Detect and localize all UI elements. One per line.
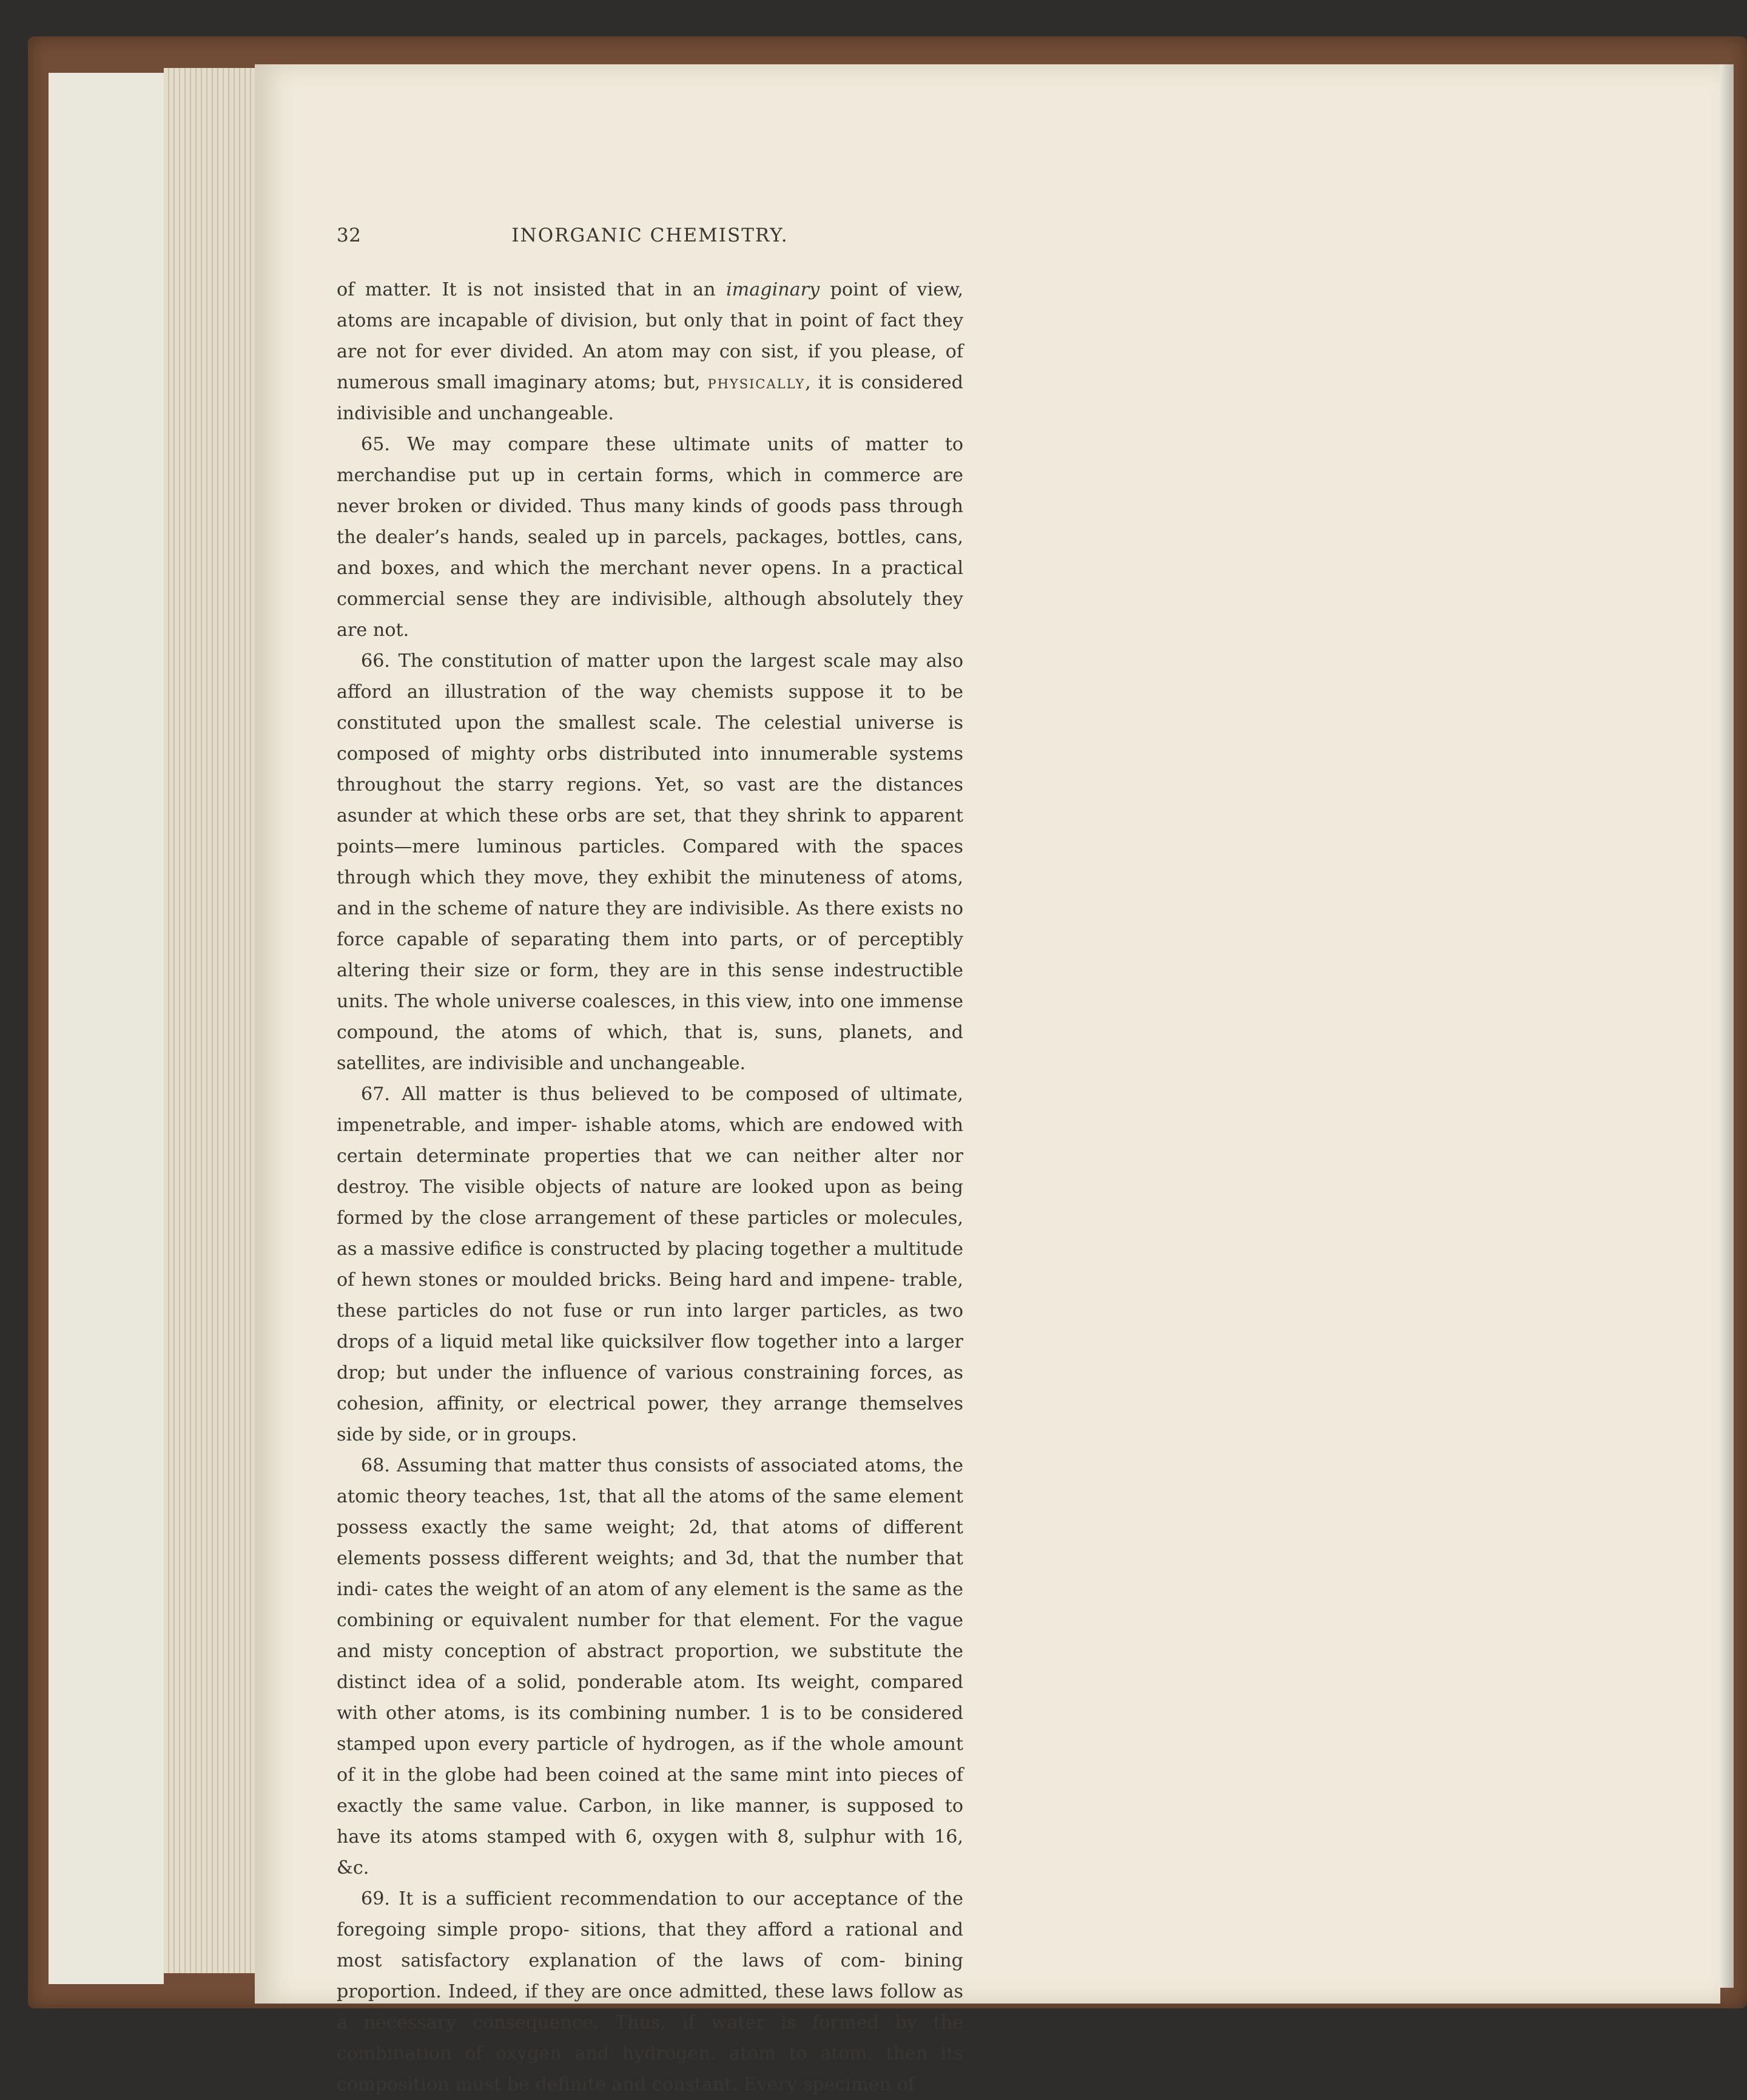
page-header: [337, 225, 963, 252]
paragraph-68: 68. Assuming that matter thus consists of associated atoms, the atomic theory teaches, 1st, that all the atoms of the same element possess exactly the same weight; 2d, that atoms of different elements possess different weights; and 3d, that the number that indi- cates the weight of an atom of any element is the same as the combining or equivalent number for that element. For the vague and misty conception of abstract proportion, we substitute the distinct idea of a solid, ponderable atom. Its weight, compared with other atoms, is its combining number. 1 is to be considered stamped upon every particle of hydrogen, as if the whole amount of it in the globe had been coined at the same mint into pieces of exactly the same value. Carbon, in like manner, is supposed to have its atoms stamped with 6, oxygen with 8, sulphur with 16, &c.: [337, 1455, 963, 1879]
paragraph-66: 66. The constitution of matter upon the largest scale may also afford an illustration of the way chemists suppose it to be constituted upon the smallest scale. The celestial universe is composed of mighty orbs distributed into innumerable systems throughout the starry regions. Yet, so vast are the distances asunder at which these orbs are set, that they shrink to apparent points—mere luminous particles. Compared with the spaces through which they move, they exhibit the minuteness of atoms, and in the scheme of nature they are indivisible. As there exists no force capable of separating them into parts, or of perceptibly altering their size or form, they are in this sense indestructible units. The whole universe coalesces, in this view, into one immense compound, the atoms of which, that is, suns, planets, and satellites, are indivisible and unchangeable.: [337, 650, 963, 1074]
left-board-paper: [49, 73, 164, 1984]
paragraph-69: 69. It is a sufficient recommendation to our acceptance of the foregoing simple propo- sitions, that they afford a rational and most satisfactory explanation of the laws of com- bining proportion. Indeed, if they are once admitted, these laws follow as a necessary consequence. Thus, if water is formed by the combination of oxygen and hydrogen. atom to atom, then its composition must be definite and constant. Every specimen of: [337, 1888, 963, 2095]
page-content: [337, 225, 963, 2100]
small-caps-word: physically: [707, 372, 806, 393]
italic-word: imaginary: [725, 279, 820, 300]
paragraph-65: 65. We may compare these ultimate units of matter to merchandise put up in certain forms, which in commerce are never broken or divided. Thus many kinds of goods pass through the dealer’s hands, sealed up in parcels, packages, bottles, cans, and boxes, and which the merchant never opens. In a practical commercial sense they are indivisible, although absolutely they are not.: [337, 434, 963, 641]
paragraph-67: 67. All matter is thus believed to be composed of ultimate, impenetrable, and imper- ishable atoms, which are endowed with certain determinate properties that we can neither alter nor destroy. The visible objects of nature are looked upon as being formed by the close arrangement of these particles or molecules, as a massive edifice is constructed by placing together a multitude of hewn stones or moulded bricks. Being hard and impene- trable, these particles do not fuse or run into larger particles, as two drops of a liquid metal like quicksilver flow together into a larger drop; but under the influence of various constraining forces, as cohesion, affinity, or electrical power, they arrange themselves side by side, or in groups.: [337, 1084, 963, 1445]
page-edges: [164, 68, 261, 1973]
page-number: 32: [337, 225, 362, 246]
body-text: [337, 274, 963, 2100]
paragraph-continuation: of matter. It is not insisted that in an imaginary point of view, atoms are incapable of division, but only that in point of fact they are not for ever divided. An atom may con sist, if you please, of numerous small imaginary atoms; but, physically, it is considered indivisible and unchangeable.: [337, 279, 963, 424]
running-title: INORGANIC CHEMISTRY.: [511, 225, 789, 246]
right-page-edge: [1720, 64, 1734, 1988]
